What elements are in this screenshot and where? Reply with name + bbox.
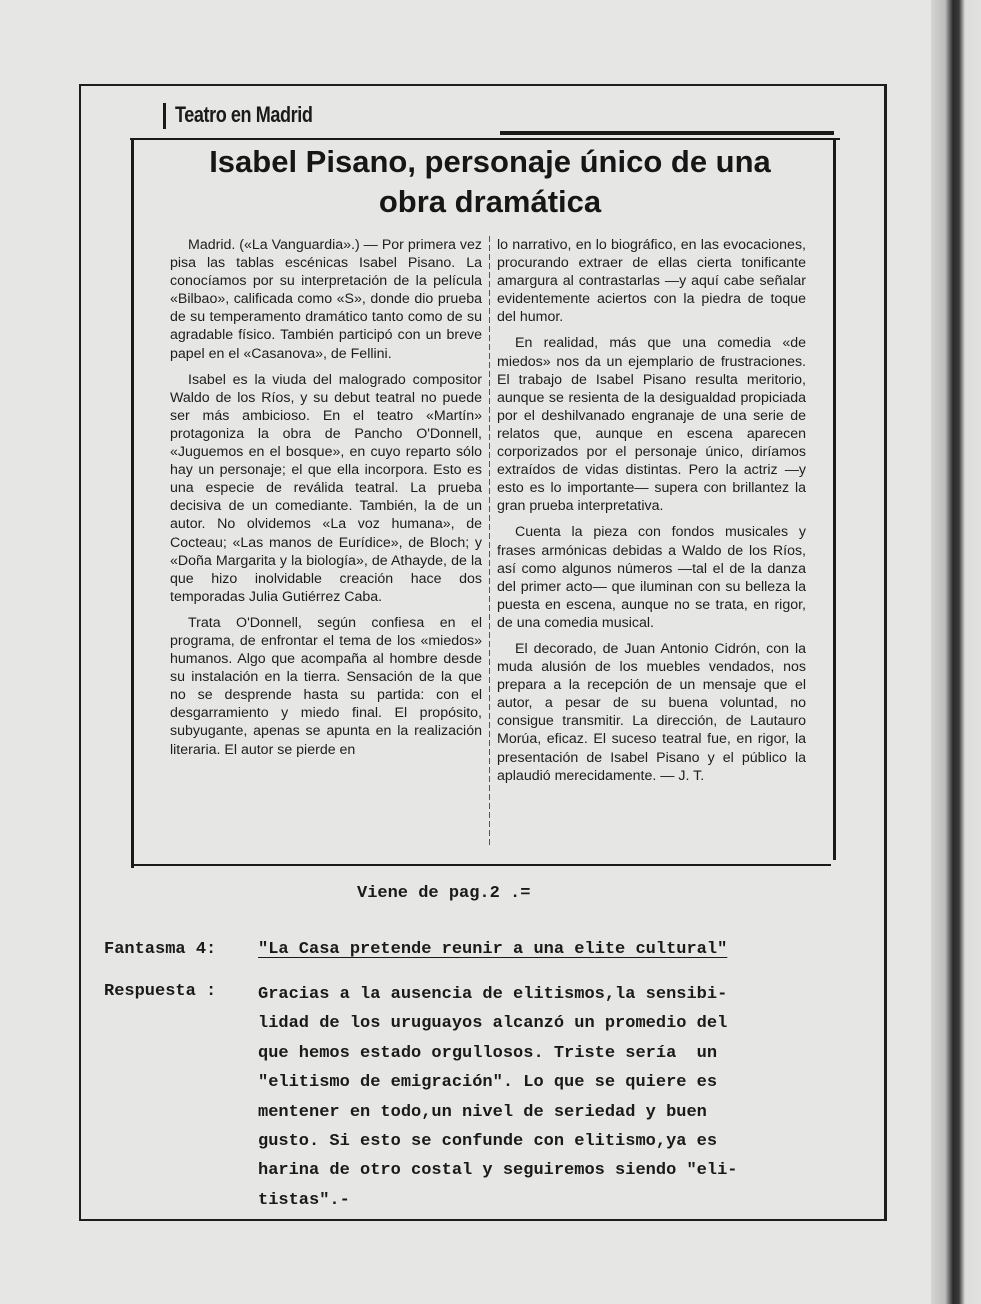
headline-line-2: obra dramática [378, 184, 602, 219]
answer-line: lidad de los uruguayos alcanzó un promedio del [258, 1014, 728, 1034]
article-paragraph: lo narrativo, en lo biográfico, en las evocaciones, procurando extraer de ellas cierta tonificante amargura al contrastarlas —y aquí cabe señalar evidentemente aciertos con la piedra de toque del humor. [497, 237, 806, 326]
clipping-rule-left [131, 140, 134, 868]
answer-line: "elitismo de emigración". Lo que se quiere es [258, 1073, 718, 1093]
clipping-rule-top-heavy [500, 131, 834, 135]
answer-line: mentener en todo,un nivel de seriedad y buen [258, 1102, 707, 1122]
clipping-rule-right [833, 140, 836, 860]
answer-line: Gracias a la ausencia de elitismos,la sensibi- [258, 985, 728, 1004]
continued-note: Viene de pag.2 .= [357, 884, 531, 903]
article-column-right [497, 236, 806, 793]
answer-line: gusto. Si esto se confunde con elitismo,ya es [258, 1132, 718, 1152]
article-column-left [170, 236, 482, 767]
article-paragraph: Madrid. («La Vanguardia».) — Por primera vez pisa las tablas escénicas Isabel Pisano. La conocíamos por su interpretación de la película «Bilbao», calificada como «S», donde dio prueba de su temperamento dramático tanto como de su agradable físico. También participó con un breve papel en el «Casanova», de Fellini. [170, 237, 482, 362]
answer-line: harina de otro costal y seguiremos siendo "eli- [258, 1161, 738, 1181]
clipping-rule-bottom [131, 864, 831, 866]
question-text: "La Casa pretende reunir a una elite cultural" [258, 940, 728, 959]
article-paragraph: Isabel es la viuda del malogrado compositor Waldo de los Ríos, y su debut teatral no puede ser más ambicioso. En el teatro «Martín» protagoniza la obra de Pancho O'Donnell, «Juguemos en el bosque», en cuyo reparto sólo hay un personaje; el que ella incorpora. Esto es una especie de reválida teatral. La prueba decisiva de un comediante. También, la de un autor. No olvidemos «La voz humana», de Cocteau; «Las manos de Eurídice», de Bloch; y «Doña Margarita y la biología», de Athayde, de la que hizo inolvidable creación hace dos temporadas Julia Gutiérrez Caba. [170, 371, 482, 605]
article-paragraph: En realidad, más que una comedia «de miedos» nos da un ejemplario de frustraciones. El trabajo de Isabel Pisano resulta meritorio, aunque se resienta de la desigualdad propiciada por el deshilvanado engranaje de una serie de relatos que, aunque en escena aparecen corporizados por el personaje único, diríamos extraídos de vidas distintas. Pero la actriz —y esto es lo importante— supera con brillantez la gran prueba interpretativa. [497, 335, 806, 515]
column-divider [489, 236, 490, 848]
clipping-rule-top [130, 138, 840, 140]
answer-label: Respuesta : [104, 982, 217, 1001]
answer-text [258, 980, 843, 1215]
answer-line: que hemos estado orgullosos. Triste sería un [258, 1043, 718, 1063]
article-paragraph: Cuenta la pieza con fondos musicales y frases armónicas debidas a Waldo de los Ríos, así como algunos números —tal el de la danza del primer acto— que iluminan con su belleza la puesta en escena, aunque no se trata, en rigor, de una comedia musical. [497, 524, 806, 631]
article-headline [150, 142, 830, 222]
section-title: Teatro en Madrid [175, 102, 313, 127]
question-label: Fantasma 4: [104, 940, 217, 959]
section-marker [163, 103, 166, 129]
article-paragraph: El decorado, de Juan Antonio Cidrón, con la muda alusión de los muebles vendados, nos prepara a la recepción de un mensaje que el autor, a pesar de su buena voluntad, no consigue transmitir. La dirección, de Lautauro Morúa, eficaz. El suceso teatral fue, en rigor, la presentación de Isabel Pisano y el público la aplaudió merecidamente. — J. T. [497, 640, 806, 784]
headline-line-1: Isabel Pisano, personaje único de una [209, 144, 771, 179]
page-gutter [931, 0, 981, 1304]
article-paragraph: Trata O'Donnell, según confiesa en el programa, de enfrontar el tema de los «miedos» humanos. Algo que acompaña al hombre desde su instalación en la tierra. Sensación de la que no se desprende hasta su partida: con el desgarramiento y miedo final. El propósito, subyugante, apenas se apunta en la realización literaria. El autor se pierde en [170, 614, 482, 758]
answer-line: tistas".- [258, 1190, 350, 1210]
